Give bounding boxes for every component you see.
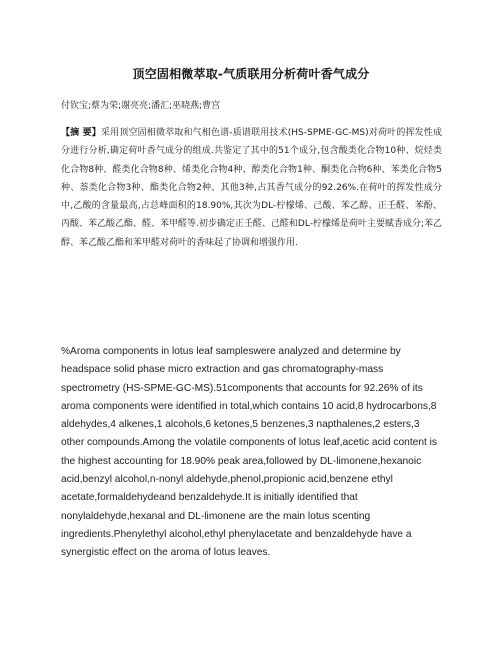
paper-title: 顶空固相微萃取-气质联用分析荷叶香气成分 xyxy=(132,67,370,81)
author-list: 付钦宝;蔡为荣;谢亮亮;潘汇;巫晓燕;曹宫 xyxy=(61,101,221,111)
chinese-abstract-text: 采用顶空固相微萃取和气相色谱-质谱联用技术(HS-SPME-GC-MS)对荷叶的挥发性成分进行分析,确定荷叶香气成分的组成.共鉴定了其中的51个成分,包含酸类化合物10种、烷烃类化合物8种、醛类化合物8种、烯类化合物4种、醇类化合物1种、酮类化合物6种、苯类化合物5种、萘类化合物3种、酯类化合物2种、其他3种,占其香气成分的92.26%.在荷叶的挥发性成分中,乙酸的含量最高,占总峰面积的18.90%,其次为DL-柠檬烯、己酸、苯乙醇、正壬醛、苯酚、丙酸、苯乙酸乙酯、醛、苯甲醛等.初步确定正壬醛、己醛和DL-柠檬烯是荷叶主要赋香成分;苯乙醇、苯乙酸乙酯和苯甲醛对荷叶的香味起了协调和增强作用. xyxy=(61,128,443,248)
chinese-abstract xyxy=(61,124,442,252)
english-abstract: %Aroma components in lotus leaf sampleswere analyzed and determine by headspace solid phase micro extraction and gas chromatography-mass spectrometry (HS-SPME-GC-MS).51components that accounts for 92.26% of its aroma components were identified in total,which contains 10 acid,8 hydrocarbons,8 aldehydes,4 alkenes,1 alcohols,6 ketones,5 benzenes,3 napthalenes,2 esters,3 other compounds.Among the volatile components of lotus leaf,acetic acid content is the highest accounting for 18.90% peak area,followed by DL-limonene,hexanoic acid,benzyl alcohol,n-nonyl aldehyde,phenol,propionic acid,benzene ethyl acetate,formaldehydeand benzaldehyde.It is initially identified that nonylaldehyde,hexanal and DL-limonene are the main lotus scenting ingredients.Phenylethyl alcohol,ethyl phenylacetate and benzaldehyde have a synergistic effect on the aroma of lotus leaves. xyxy=(61,346,438,559)
abstract-label: 【摘 要】 xyxy=(61,128,101,138)
